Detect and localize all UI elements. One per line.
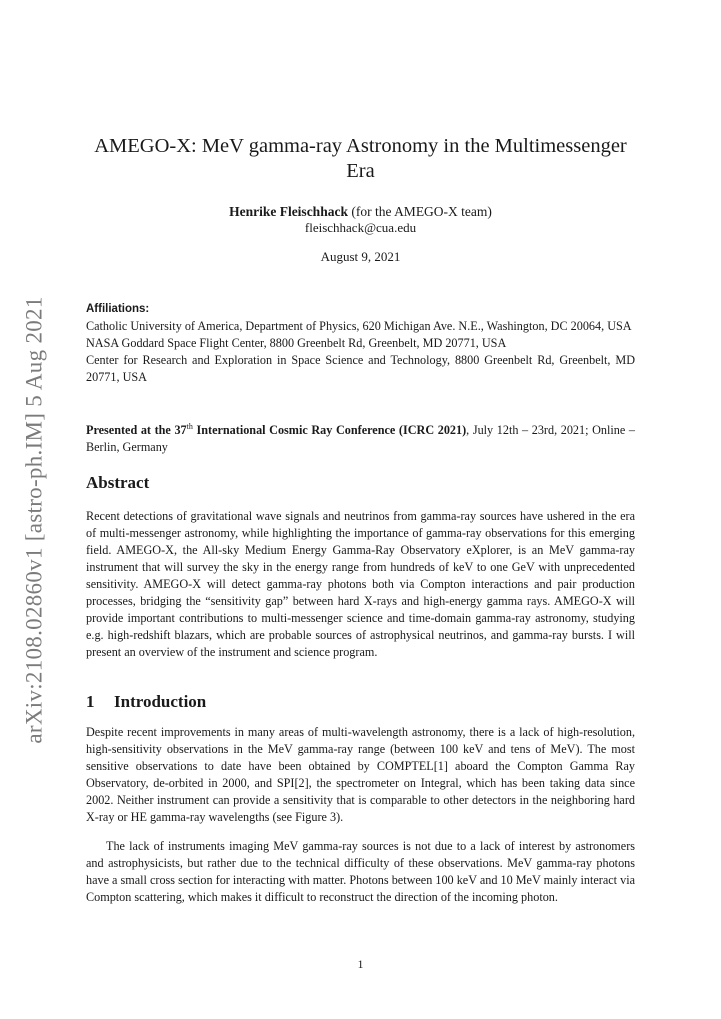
section-number: 1	[86, 692, 95, 711]
paper-title: AMEGO-X: MeV gamma-ray Astronomy in the Multimessenger Era	[94, 135, 627, 182]
section-title: Introduction	[114, 692, 207, 711]
abstract-text: Recent detections of gravitational wave signals and neutrinos from gamma-ray sources have ushered in the era of multi-messenger astronomy, while highlighting the importance of gamma-ray observations for this emerging field. AMEGO-X, the All-sky Medium Energy Gamma-Ray Observatory eXplorer, is an MeV gamma-ray instrument that will survey the sky in the energy range from hundreds of keV to one GeV with unprecedented sensitivity. AMEGO-X will detect gamma-ray photons both via Compton interactions and pair production processes, bridging the “sensitivity gap” between hard X-rays and high-energy gamma rays. AMEGO-X will provide important contributions to multi-messenger science and time-domain gamma-ray astronomy, studying e.g. high-redshift blazars, which are probable sources of astrophysical neutrinos, and gamma-ray bursts. I will present an overview of the instrument and science program.	[86, 509, 635, 659]
introduction-heading	[86, 692, 206, 712]
presented-rest: , July 12th – 23rd, 2021; Online – Berlin, Germany	[86, 423, 635, 455]
presented-bold: Presented at the 37th International Cosmic Ray Conference (ICRC 2021)	[86, 422, 467, 438]
affiliations-list	[86, 318, 635, 386]
presented-at	[86, 418, 635, 456]
paper-date: August 9, 2021	[320, 249, 401, 264]
arxiv-id: arXiv:2108.02860v1 [astro-ph.IM] 5 Aug 2021	[22, 296, 48, 744]
intro-paragraph: The lack of instruments imaging MeV gamma-ray sources is not due to a lack of interest by astronomers and astrophysicists, but rather due to the technical difficulty of these observations. MeV gamma-ray photons have a small cross section for interacting with matter. Photons between 100 keV and 10 MeV mainly interact via Compton scattering, which makes it difficult to reconstruct the direction of the incoming photon.	[86, 839, 635, 904]
page-number: 1	[357, 957, 364, 971]
affiliation-item: Catholic University of America, Department of Physics, 620 Michigan Ave. N.E., Washington, DC 20064, USA	[86, 319, 632, 333]
presented-sup: th	[186, 422, 193, 431]
author-email: fleischhack@cua.edu	[304, 220, 417, 235]
author-team: (for the AMEGO-X team)	[347, 204, 492, 219]
abstract-heading: Abstract	[86, 473, 150, 492]
intro-paragraph: Despite recent improvements in many areas of multi-wavelength astronomy, there is a lack of high-resolution, high-sensitivity observations in the MeV gamma-ray range (between 100 keV and tens of MeV). The most sensitive observations to date have been obtained by COMPTEL[1] aboard the Compton Gamma Ray Observatory, de-orbited in 2000, and SPI[2], the spectrometer on Integral, which has been taking data since 2002. Neither instrument can provide a sensitivity that is comparable to other detectors in the neighboring hard X-ray or HE gamma-ray wavelengths (see Figure 3).	[86, 725, 635, 824]
affiliation-item: NASA Goddard Space Flight Center, 8800 Greenbelt Rd, Greenbelt, MD 20771, USA	[86, 336, 507, 350]
affiliation-item: Center for Research and Exploration in Space Science and Technology, 8800 Greenbelt Rd, Greenbelt, MD 20771, USA	[86, 353, 635, 384]
affiliations-heading: Affiliations:	[86, 303, 150, 315]
arxiv-watermark	[10, 296, 60, 744]
author-line	[86, 203, 635, 220]
author-name: Henrike Fleischhack	[229, 204, 348, 219]
